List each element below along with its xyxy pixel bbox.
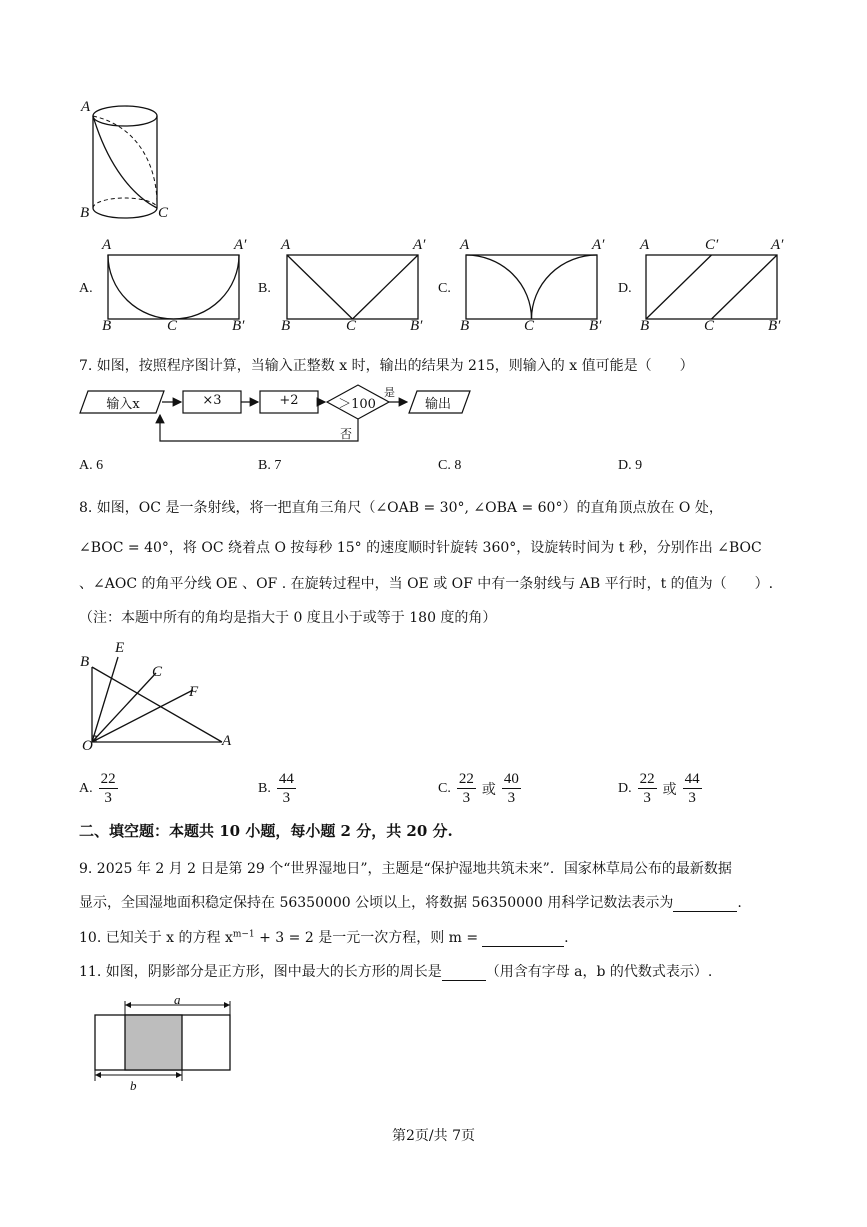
question-8-line3: 、∠AOC 的角平分线 OE 、OF . 在旋转过程中，当 OE 或 OF 中有一条射线与 AB 平行时，t 的值为（ ）. xyxy=(79,576,774,592)
question-8-note: （注：本题中所有的角均是指大于 0 度且小于或等于 180 度的角） xyxy=(79,610,497,626)
figure-label: B′ xyxy=(768,318,781,334)
cylinder-figure xyxy=(78,96,188,228)
cylinder-front-path xyxy=(93,116,157,208)
option-letter: D. xyxy=(618,781,632,796)
question-8-line1: 8. 如图，OC 是一条射线，将一把直角三角尺（∠OAB = 30°, ∠OBA = 60°）的直角顶点放在 O 处， xyxy=(79,500,723,516)
fraction: $\frac{22}{3}$ xyxy=(100,771,116,806)
figure-label: A xyxy=(102,237,112,253)
flow-plus2-label: +2 xyxy=(279,393,299,408)
q7-option-a[interactable]: A. 6 xyxy=(79,458,104,473)
figure-label: A′ xyxy=(592,237,605,253)
figure-label: C xyxy=(346,318,357,334)
option-letter: C. xyxy=(438,781,451,796)
flow-output-label: 输出 xyxy=(424,397,451,412)
option-letter[interactable]: A. xyxy=(79,281,93,296)
figure-label: B xyxy=(640,318,650,334)
figure-label: C xyxy=(704,318,715,334)
q8-option-d[interactable] xyxy=(618,772,702,806)
fraction: $\frac{22}{3}$ xyxy=(639,771,655,806)
flow-yes-label: 是 xyxy=(384,386,395,399)
cylinder-top xyxy=(93,106,157,126)
fraction: $\frac{40}{3}$ xyxy=(503,771,519,806)
figure-label: C′ xyxy=(705,237,719,253)
q6-option-b-figure xyxy=(286,254,420,320)
figure-label: A xyxy=(460,237,470,253)
shaded-square xyxy=(125,1015,182,1070)
option-letter: B. xyxy=(258,781,271,796)
q8-option-c[interactable] xyxy=(438,772,521,806)
option-letter[interactable]: C. xyxy=(438,281,451,296)
question-8-line2: ∠BOC = 40°，将 OC 绕着点 O 按每秒 15° 的速度顺时针旋转 360°，设旋转时间为 t 秒，分别作出 ∠BOC xyxy=(79,540,762,556)
cylinder-label: B xyxy=(80,205,90,221)
figure-label: C xyxy=(152,664,163,680)
q6-option-c-figure xyxy=(465,254,599,320)
fraction: $\frac{44}{3}$ xyxy=(684,771,700,806)
figure-label: E xyxy=(115,640,125,656)
flow-times3-label: ×3 xyxy=(202,393,222,408)
figure-label: F xyxy=(189,684,199,700)
cylinder-label: A xyxy=(81,99,91,115)
section-heading: 二、填空题：本题共 10 小题，每小题 2 分，共 20 分. xyxy=(79,822,453,840)
answer-blank[interactable] xyxy=(482,930,564,947)
figure-label: O xyxy=(82,738,93,754)
q6-option-d-figure xyxy=(645,254,779,320)
q7-option-c[interactable]: C. 8 xyxy=(438,458,462,473)
flow-compare-label: ＞100 xyxy=(338,397,376,412)
figure-label: a xyxy=(174,992,181,1007)
option-letter: A. xyxy=(79,781,93,796)
cylinder-label: C xyxy=(158,205,169,221)
q8-option-a[interactable] xyxy=(79,772,118,806)
or-separator: 或 xyxy=(662,782,677,798)
option-letter[interactable]: B. xyxy=(258,281,271,296)
q6-option-a-figure xyxy=(107,254,241,320)
figure-label: B xyxy=(281,318,291,334)
question-10: 10. 已知关于 x 的方程 $x^{m-1} + 3 = 2$ 是一元一次方程，则 m = . xyxy=(79,929,569,946)
figure-label: A xyxy=(222,733,232,749)
figure-label: A′ xyxy=(771,237,784,253)
figure-label: B′ xyxy=(232,318,245,334)
answer-blank[interactable] xyxy=(673,895,737,912)
figure-label: A xyxy=(281,237,291,253)
q7-option-d[interactable]: D. 9 xyxy=(618,458,643,473)
figure-label: A′ xyxy=(234,237,247,253)
figure-label: C xyxy=(524,318,535,334)
flow-no-label: 否 xyxy=(340,427,353,441)
figure-label: A xyxy=(640,237,650,253)
question-9-line1: 9. 2025 年 2 月 2 日是第 29 个“世界湿地日”，主题是“保护湿地共筑未来”．国家林草局公布的最新数据 xyxy=(79,861,732,877)
cylinder-back-path xyxy=(93,116,157,208)
or-separator: 或 xyxy=(481,782,496,798)
flow-input-label: 输入x xyxy=(106,397,140,412)
figure-label: B xyxy=(80,654,90,670)
option-letter[interactable]: D. xyxy=(618,281,632,296)
figure-label: A′ xyxy=(413,237,426,253)
figure-label: B xyxy=(102,318,112,334)
fraction: $\frac{44}{3}$ xyxy=(278,771,294,806)
fraction: $\frac{22}{3}$ xyxy=(458,771,474,806)
question-7-text: 7. 如图，按照程序图计算，当输入正整数 x 时，输出的结果为 215，则输入的 x 值可能是（ ） xyxy=(79,358,694,374)
q8-option-b[interactable] xyxy=(258,772,296,806)
figure-label: C xyxy=(167,318,178,334)
figure-label: B′ xyxy=(410,318,423,334)
cylinder-bottom-front xyxy=(93,208,157,218)
question-9-line2: 显示，全国湿地面积稳定保持在 56350000 公顷以上，将数据 56350000 用科学记数法表示为 . xyxy=(79,895,742,911)
answer-blank[interactable] xyxy=(442,964,486,981)
page-footer: 第2页/共 7页 xyxy=(392,1128,475,1144)
q7-option-b[interactable]: B. 7 xyxy=(258,458,282,473)
q11-rectangle-figure xyxy=(88,995,238,1090)
q8-angle-figure xyxy=(80,645,240,755)
figure-label: B xyxy=(460,318,470,334)
question-11: 11. 如图，阴影部分是正方形，图中最大的长方形的周长是 （用含有字母 a，b 的代数式表示）. xyxy=(79,964,713,980)
figure-label: B′ xyxy=(589,318,602,334)
figure-label: b xyxy=(130,1078,137,1093)
flow-loop-arrow xyxy=(160,415,358,441)
